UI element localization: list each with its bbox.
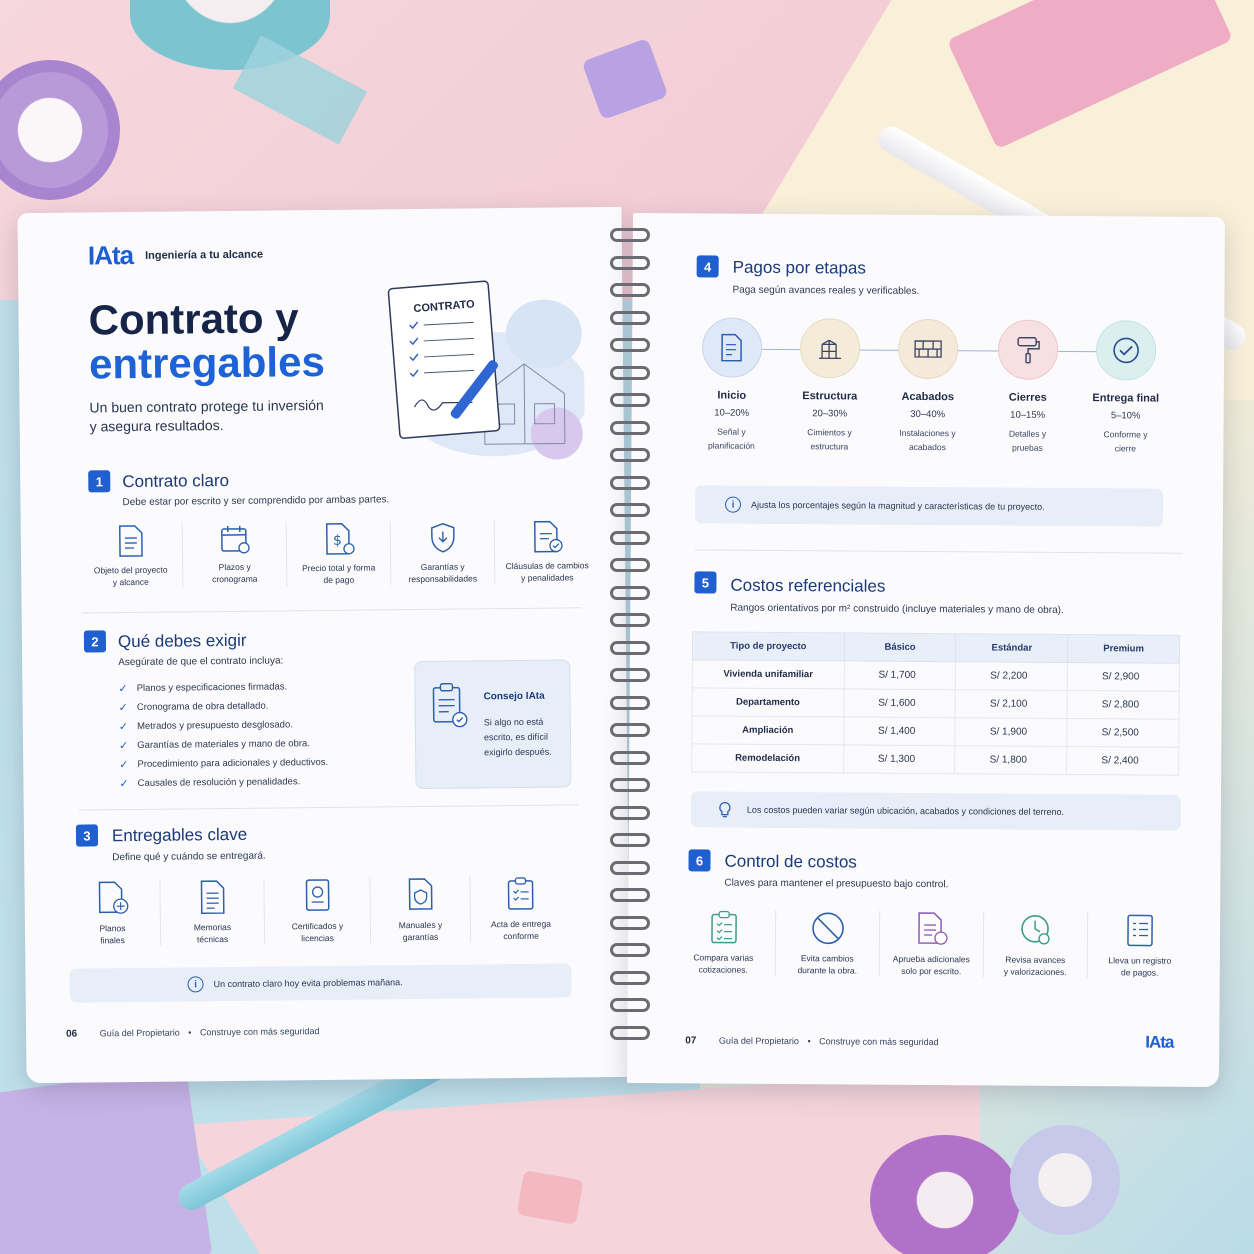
section-3-icons: [64, 875, 585, 946]
section-4-number: 4: [697, 255, 719, 277]
spiral-ring: [610, 366, 650, 380]
table-row: Departamento S/ 1,600 S/ 2,100 S/ 2,800: [692, 688, 1179, 719]
left-footer-sep: •: [188, 1027, 192, 1038]
check-icon: ✓: [118, 740, 129, 753]
right-footer: [685, 1035, 939, 1048]
spiral-ring: [610, 778, 650, 792]
section-5-subtitle: Rangos orientativos por m² construido (incluye materiales y mano de obra).: [730, 602, 1064, 616]
deliverable-acta-l1: Acta de entrega: [490, 918, 551, 930]
deliverable-acta-l2: conforme: [503, 930, 539, 942]
spiral-ring: [610, 228, 650, 242]
section-5-title: Costos referenciales: [730, 575, 886, 596]
spiral-ring: [610, 833, 650, 847]
intro-line1: Un buen contrato protege tu inversión: [89, 396, 324, 416]
intro-line2: y asegura resultados.: [89, 417, 224, 435]
deliverable-memorias-l2: técnicas: [196, 934, 229, 945]
spiral-ring: [610, 338, 650, 352]
section-3-note: [69, 963, 571, 1002]
divider-1: [82, 607, 582, 613]
table-row: Vivienda unifamiliar S/ 1,700 S/ 2,200 S/ 2,900: [692, 660, 1179, 691]
section-3-number: 3: [76, 824, 98, 846]
left-page: [17, 207, 630, 1083]
spiral-ring: [610, 861, 650, 875]
check-icon: ✓: [119, 778, 129, 791]
shield-icon: [427, 521, 457, 555]
spiral-ring: [610, 888, 650, 902]
section-1-number: 1: [88, 470, 110, 492]
spiral-ring: [610, 723, 650, 737]
section-5-number: 5: [694, 571, 716, 593]
illustration-contract-label: CONTRATO: [413, 298, 476, 316]
tip-line2: escrito, es difícil: [483, 731, 549, 743]
item-plazos-l2: cronograma: [212, 573, 258, 585]
info-icon: i: [725, 497, 741, 513]
spiral-ring: [610, 641, 650, 655]
spiral-ring: [610, 476, 650, 490]
table-header-row: [692, 632, 1179, 663]
item-precio-l1: Precio total y forma: [302, 562, 376, 574]
spiral-ring: [610, 1026, 650, 1040]
stage-entrega-final: Entrega final 5–10% Conforme y cierre: [1075, 320, 1176, 456]
structure-icon: [800, 318, 860, 378]
item-precio-l2: de pago: [323, 574, 355, 586]
spiral-binding: [606, 228, 654, 1048]
page-title-line1: Contrato y: [88, 294, 299, 344]
section-4-title: Pagos por etapas: [732, 257, 866, 278]
checklist-icon: [707, 909, 739, 945]
stage-inicio: Inicio 10–20% Señal y planificación: [681, 317, 782, 453]
brand-tagline: Ingeniería a tu alcance: [144, 248, 264, 262]
spiral-ring: [610, 696, 650, 710]
table-row: Ampliación S/ 1,400 S/ 1,900 S/ 2,500: [692, 716, 1179, 747]
section-2-title: Qué debes exigir: [117, 630, 247, 652]
document-icon: [115, 524, 145, 558]
control-registro: Lleva un registro de pagos.: [1088, 912, 1192, 979]
spiral-ring: [610, 586, 650, 600]
col-header: Premium: [1068, 634, 1180, 663]
left-footer-motto: Construye con más seguridad: [199, 1026, 320, 1038]
col-header: Estándar: [956, 634, 1068, 663]
item-plazos-l1: Plazos y: [218, 561, 251, 573]
divider-2: [79, 804, 579, 810]
spiral-ring: [610, 668, 650, 682]
item-garantias: [391, 520, 496, 585]
section-3-title: Entregables clave: [111, 824, 248, 846]
check-icon: ✓: [118, 721, 129, 734]
section-2-number: 2: [84, 630, 106, 652]
svg-text:$: $: [332, 532, 342, 549]
col-header: Básico: [844, 633, 956, 662]
item-plazos: [183, 522, 288, 587]
lightbulb-icon: [717, 801, 733, 819]
spiral-ring: [610, 806, 650, 820]
deliverable-memorias-l1: Memorias: [193, 921, 232, 933]
check-circle-icon: [1096, 320, 1156, 380]
section-6-title: Control de costos: [724, 851, 857, 872]
purple-washi-tape: [0, 60, 120, 200]
no-sign-icon: [809, 910, 845, 946]
section-4-note-text: Ajusta los porcentajes según la magnitud y características de tu proyecto.: [750, 499, 1045, 512]
deliverable-memorias: [160, 879, 265, 946]
item-objeto-l2: y alcance: [112, 576, 149, 588]
checklist-item: ✓ Causales de resolución y penalidades.: [119, 776, 301, 791]
check-icon: ✓: [119, 759, 129, 772]
check-icon: ✓: [118, 683, 128, 696]
spiral-ring: [610, 971, 650, 985]
table-row: Remodelación S/ 1,300 S/ 1,800 S/ 2,400: [692, 744, 1179, 775]
page-title-line2: entregables: [88, 337, 326, 388]
control-aprueba: Aprueba adicionales solo por escrito.: [880, 911, 984, 978]
item-garantias-l2: responsabilidades: [408, 573, 478, 585]
deliverable-certificados-l1: Certificados y: [291, 920, 344, 932]
calendar-icon: [218, 523, 250, 555]
section-6-number: 6: [688, 849, 710, 871]
item-objeto: [79, 523, 184, 588]
section-1-icons: [79, 519, 600, 588]
divider-3: [695, 549, 1183, 553]
section-3-subtitle: Define qué y cuándo se entregará.: [112, 850, 266, 864]
brand-logo: IAta: [87, 239, 134, 271]
left-footer-guide: Guía del Propietario: [99, 1027, 180, 1039]
spiral-ring: [610, 998, 650, 1012]
section-6-icons: [672, 909, 1192, 979]
check-icon: ✓: [118, 702, 128, 715]
stage-estructura: Estructura 20–30% Cimientos y estructura: [779, 318, 880, 454]
section-6-subtitle: Claves para mantener el presupuesto bajo control.: [724, 877, 949, 891]
checklist-item: ✓ Garantías de materiales y mano de obra.: [118, 738, 310, 753]
report-icon: [197, 879, 227, 915]
blueprint-icon: [95, 880, 129, 916]
costs-table: [691, 631, 1180, 775]
tip-title: Consejo IAta: [483, 690, 545, 703]
spiral-ring: [610, 943, 650, 957]
bricks-icon: [898, 319, 958, 379]
money-document-icon: [322, 522, 354, 556]
checklist-item: ✓ Cronograma de obra detallado.: [118, 700, 269, 715]
certificate-icon: [302, 878, 332, 914]
spiral-ring: [610, 503, 650, 517]
right-footer-logo: IAta: [1145, 1032, 1174, 1052]
paint-roller-icon: [998, 319, 1058, 379]
section-4-subtitle: Paga según avances reales y verificables.: [732, 284, 920, 297]
section-5-note: [691, 791, 1181, 830]
section-3-note-text: Un contrato claro hoy evita problemas mañana.: [213, 977, 403, 990]
lavender-tape: [1010, 1125, 1120, 1235]
item-clausulas-l2: y penalidades: [521, 572, 574, 583]
register-icon: [1124, 912, 1156, 948]
col-header: Tipo de proyecto: [692, 632, 844, 661]
stage-acabados: Acabados 30–40% Instalaciones y acabados: [877, 319, 978, 455]
right-footer-guide: Guía del Propietario: [718, 1035, 799, 1047]
approve-document-icon: [914, 911, 948, 947]
document-check-icon: [531, 519, 563, 553]
section-1-subtitle: Debe estar por escrito y ser comprendido por ambas partes.: [122, 494, 390, 509]
spiral-ring: [610, 531, 650, 545]
clipboard-check-icon: [429, 681, 470, 729]
purple-glitter-tape: [870, 1135, 1020, 1254]
clock-search-icon: [1017, 912, 1053, 948]
checklist-item: ✓ Metrados y presupuesto desglosado.: [118, 719, 293, 734]
left-page-number: 06: [66, 1028, 78, 1040]
right-page: [627, 213, 1225, 1087]
left-footer: [66, 1026, 320, 1040]
section-4-note: [695, 485, 1163, 526]
tip-line3: exigirlo después.: [484, 746, 552, 758]
purple-binder-clip: [582, 38, 669, 120]
spiral-ring: [610, 311, 650, 325]
deliverable-acta: [470, 875, 571, 942]
right-footer-motto: Construye con más seguridad: [819, 1036, 939, 1048]
section-5-note-text: Los costos pueden variar según ubicación, acabados y condiciones del terreno.: [746, 804, 1065, 817]
stage-cierres: Cierres 10–15% Detalles y pruebas: [977, 319, 1078, 455]
item-clausulas: [495, 519, 600, 584]
spiral-ring: [610, 283, 650, 297]
deliverable-certificados: [264, 878, 371, 945]
item-clausulas-l1: Cláusulas de cambios: [505, 560, 589, 572]
manual-icon: [405, 877, 435, 913]
clipboard-icon: [504, 876, 536, 912]
control-compara: Compara varias cotizaciones.: [672, 909, 776, 976]
deliverable-manuales-l2: garantías: [402, 931, 439, 943]
spiral-ring: [610, 916, 650, 930]
deliverable-planos-l2: finales: [100, 935, 125, 946]
spiral-ring: [610, 751, 650, 765]
spiral-ring: [610, 613, 650, 627]
checklist-item: ✓ Planos y especificaciones firmadas.: [118, 681, 288, 696]
item-objeto-l1: Objeto del proyecto: [93, 564, 168, 576]
tip-box: [414, 659, 571, 789]
deliverable-certificados-l2: licencias: [301, 932, 334, 944]
deliverable-planos-l1: Planos: [99, 923, 126, 934]
deliverable-planos: [64, 880, 161, 947]
control-revisa: Revisa avances y valorizaciones.: [984, 911, 1088, 978]
section-1-title: Contrato claro: [122, 470, 230, 492]
spiral-ring: [610, 448, 650, 462]
section-2-subtitle: Asegúrate de que el contrato incluya:: [118, 655, 284, 669]
deliverable-manuales-l1: Manuales y: [398, 919, 443, 931]
item-garantias-l1: Garantías y: [420, 561, 465, 572]
info-icon: i: [187, 976, 203, 992]
right-footer-sep: •: [807, 1036, 811, 1047]
plan-document-icon: [702, 317, 762, 377]
control-evita: Evita cambios durante la obra.: [776, 910, 880, 977]
checklist-item: ✓ Procedimiento para adicionales y deductivos.: [119, 756, 329, 772]
spiral-ring: [610, 393, 650, 407]
spiral-ring: [610, 256, 650, 270]
right-page-number: 07: [685, 1035, 697, 1047]
tip-line1: Si algo no está: [483, 716, 544, 728]
requirements-checklist: [118, 680, 328, 796]
deliverable-manuales: [370, 876, 471, 943]
purple-notebook: [0, 1066, 212, 1254]
item-precio: [287, 521, 392, 586]
spiral-ring: [610, 421, 650, 435]
spiral-ring: [610, 558, 650, 572]
contract-illustration: [373, 273, 585, 465]
